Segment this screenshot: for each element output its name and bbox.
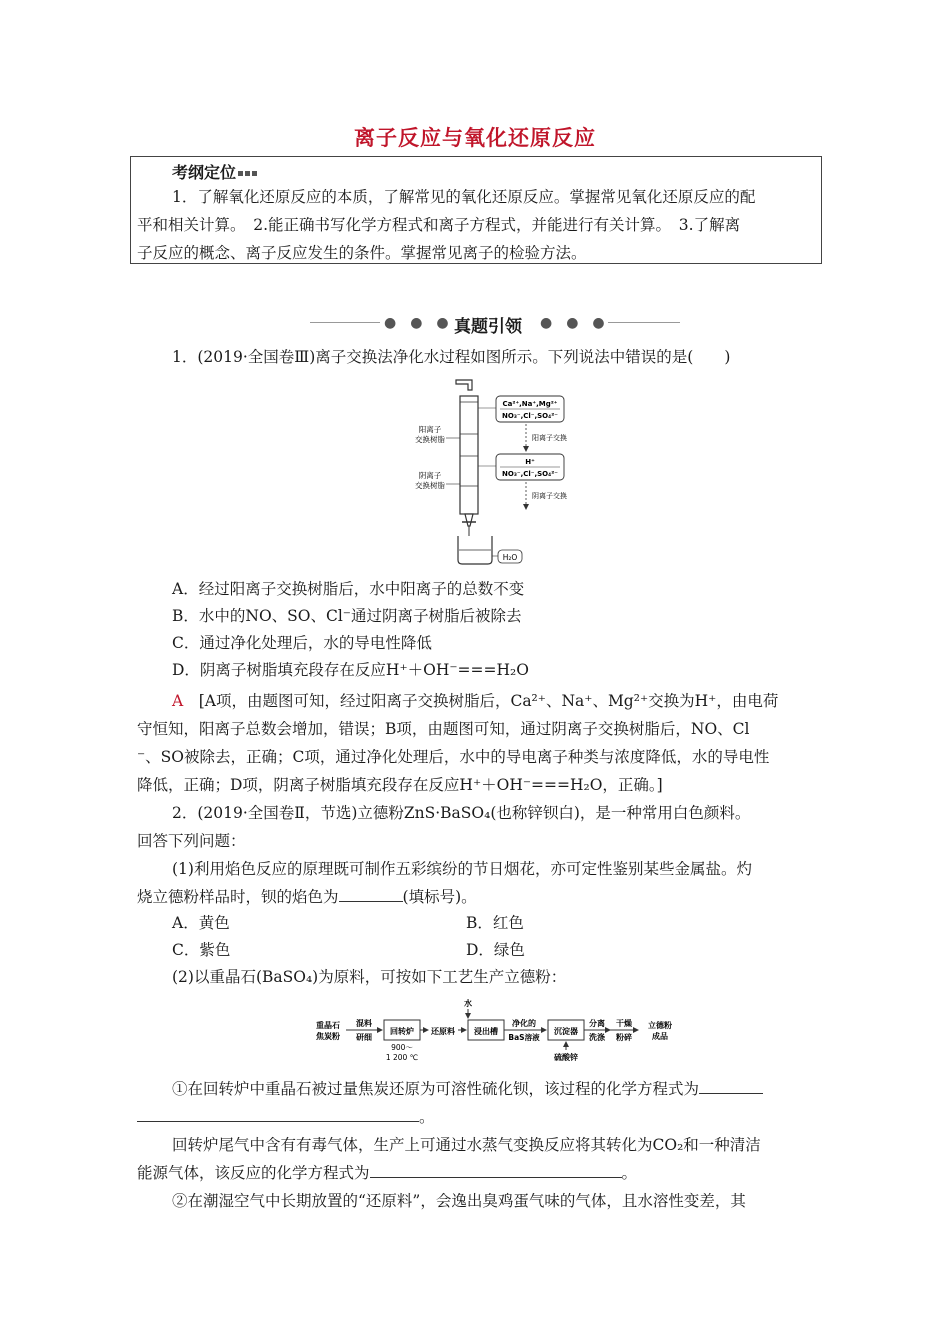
faucet-icon <box>456 380 472 390</box>
flow-box: 沉淀器 <box>554 1027 578 1036</box>
outline-heading-text: 考纲定位 <box>172 163 237 182</box>
flow-label: 粉碎 <box>616 1033 632 1042</box>
flow-label: 重晶石 <box>316 1021 340 1030</box>
flow-label: 洗涤 <box>589 1033 605 1042</box>
cation-resin-label: 阳离子 <box>418 425 442 434</box>
answer-text: [A项，由题图可知，经过阳离子交换树脂后，Ca²⁺、Na⁺、Mg²⁺交换为H⁺，由电荷 <box>198 692 779 710</box>
flow-label: 还原料 <box>431 1027 455 1036</box>
question-2-sub1 <box>137 1104 435 1131</box>
exchange-label: 阴离子交换 <box>532 492 567 500</box>
flow-label: 净化的 <box>512 1019 536 1028</box>
exchange-label: 阳离子交换 <box>532 434 567 442</box>
question-2-stem: 2．(2019·全国卷Ⅱ，节选)立德粉ZnS·BaSO₄(也称锌钡白)，是一种常用白色颜料。 <box>172 804 751 822</box>
flow-label: BaS溶液 <box>508 1033 540 1042</box>
sub1b-text: 能源气体，该反应的化学方程式为 <box>137 1164 370 1182</box>
answer-blank[interactable] <box>370 1161 622 1178</box>
answer-line <box>172 688 778 715</box>
answer-letter: A <box>172 692 184 710</box>
option-c: C．通过净化处理后，水的导电性降低 <box>172 634 432 652</box>
outline-line: 子反应的概念、离子反应发生的条件。掌握常见离子的检验方法。 <box>137 244 587 262</box>
option-c: C．紫色 <box>172 941 231 959</box>
question-2-sub1b <box>137 1160 637 1187</box>
outline-line: 平和相关计算。 2.能正确书写化学方程式和离子方程式，并能进行有关计算。 3.了解离 <box>137 216 741 234</box>
answer-blank[interactable] <box>699 1077 763 1094</box>
anion-resin-label: 交换树脂 <box>415 481 445 490</box>
question-2-sub1b: 回转炉尾气中含有有毒气体，生产上可通过水蒸气变换反应将其转化为CO₂和一种清洁 <box>172 1136 761 1154</box>
ion-label: NO₃⁻,Cl⁻,SO₄²⁻ <box>502 470 558 478</box>
ion-label: Ca²⁺,Na⁺,Mg²⁺ <box>502 400 558 408</box>
part1-text: 烧立德粉样品时，钡的焰色为 <box>137 888 339 906</box>
answer-line: ⁻、SO被除去，正确；C项，通过净化处理后，水中的导电离子种类与浓度降低，水的导电性 <box>137 748 770 766</box>
square-icon <box>245 171 250 176</box>
flow-label: 立德粉 <box>648 1021 672 1030</box>
question-2-sub1 <box>172 1076 763 1103</box>
question-2-part2: (2)以重晶石(BaSO₄)为原料，可按如下工艺生产立德粉： <box>172 968 567 986</box>
outline-line: 1．了解氧化还原反应的本质，了解常见的氧化还原反应。掌握常见氧化还原反应的配 <box>172 188 756 206</box>
divider-line <box>608 322 680 323</box>
answer-line: 守恒知，阳离子总数会增加，错误；B项，由题图可知，通过阴离子交换树脂后，NO、Cl <box>137 720 750 738</box>
question-1-stem: 1．(2019·全国卷Ⅲ)离子交换法净化水过程如图所示。下列说法中错误的是( ) <box>172 348 731 366</box>
option-a: A．经过阳离子交换树脂后，水中阳离子的总数不变 <box>172 580 525 598</box>
flow-label: 900～ <box>391 1043 413 1052</box>
answer-blank[interactable] <box>137 1105 419 1122</box>
flow-label: 成品 <box>652 1032 668 1041</box>
flow-label: 水 <box>464 999 472 1008</box>
option-b: B．水中的NO、SO、Cl⁻通过阴离子树脂后被除去 <box>172 607 522 625</box>
sub1b-text: 。 <box>621 1164 638 1182</box>
outline-heading <box>172 160 257 183</box>
sub1-text: ①在回转炉中重晶石被过量焦炭还原为可溶性硫化钡，该过程的化学方程式为 <box>172 1080 700 1098</box>
anion-resin-label: 阴离子 <box>418 471 442 480</box>
flow-label: 1 200 ℃ <box>385 1053 419 1062</box>
flow-label: 混料 <box>356 1019 372 1028</box>
question-2-part1: (1)利用焰色反应的原理既可制作五彩缤纷的节日烟花，亦可定性鉴别某些金属盐。灼 <box>172 860 752 878</box>
ion-exchange-figure <box>410 374 590 570</box>
flow-box: 回转炉 <box>390 1027 414 1036</box>
beaker-label: H₂O <box>502 553 518 562</box>
square-icon <box>252 171 257 176</box>
square-icon <box>238 171 243 176</box>
flow-label: 干燥 <box>616 1019 632 1028</box>
divider-line <box>310 322 380 323</box>
answer-line: 降低，正确；D项，阴离子树脂填充段存在反应H⁺＋OH⁻===H₂O，正确。] <box>137 776 663 794</box>
section-title: 真题引领 <box>454 317 522 337</box>
flow-box: 浸出槽 <box>474 1027 498 1036</box>
ion-label: H⁺ <box>525 458 535 466</box>
option-d: D．绿色 <box>466 941 525 959</box>
process-flow-diagram <box>310 996 690 1062</box>
sub1-text: 。 <box>419 1108 435 1126</box>
question-2-stem: 回答下列问题： <box>137 832 246 850</box>
answer-blank[interactable] <box>339 885 403 902</box>
option-b: B．红色 <box>466 914 524 932</box>
flow-label: 分离 <box>589 1019 605 1028</box>
flow-label: 焦炭粉 <box>316 1032 340 1041</box>
exchange-column <box>460 396 478 514</box>
ion-label: NO₃⁻,Cl⁻,SO₄²⁻ <box>502 412 558 420</box>
page-title: 离子反应与氧化还原反应 <box>354 126 596 150</box>
question-2-sub2: ②在潮湿空气中长期放置的“还原料”，会逸出臭鸡蛋气味的气体，且水溶性变差，其 <box>172 1192 746 1210</box>
option-a: A．黄色 <box>172 914 230 932</box>
dots-icon: ● ● ● <box>540 315 605 331</box>
flow-label: 研细 <box>356 1033 372 1042</box>
flow-label: 硫酸锌 <box>554 1053 578 1062</box>
option-d: D．阴离子树脂填充段存在反应H⁺＋OH⁻===H₂O <box>172 661 529 679</box>
dots-icon: ● ● ● <box>384 315 449 331</box>
cation-resin-label: 交换树脂 <box>415 435 445 444</box>
question-2-part1 <box>137 884 477 911</box>
part1-text: (填标号)。 <box>402 888 477 906</box>
